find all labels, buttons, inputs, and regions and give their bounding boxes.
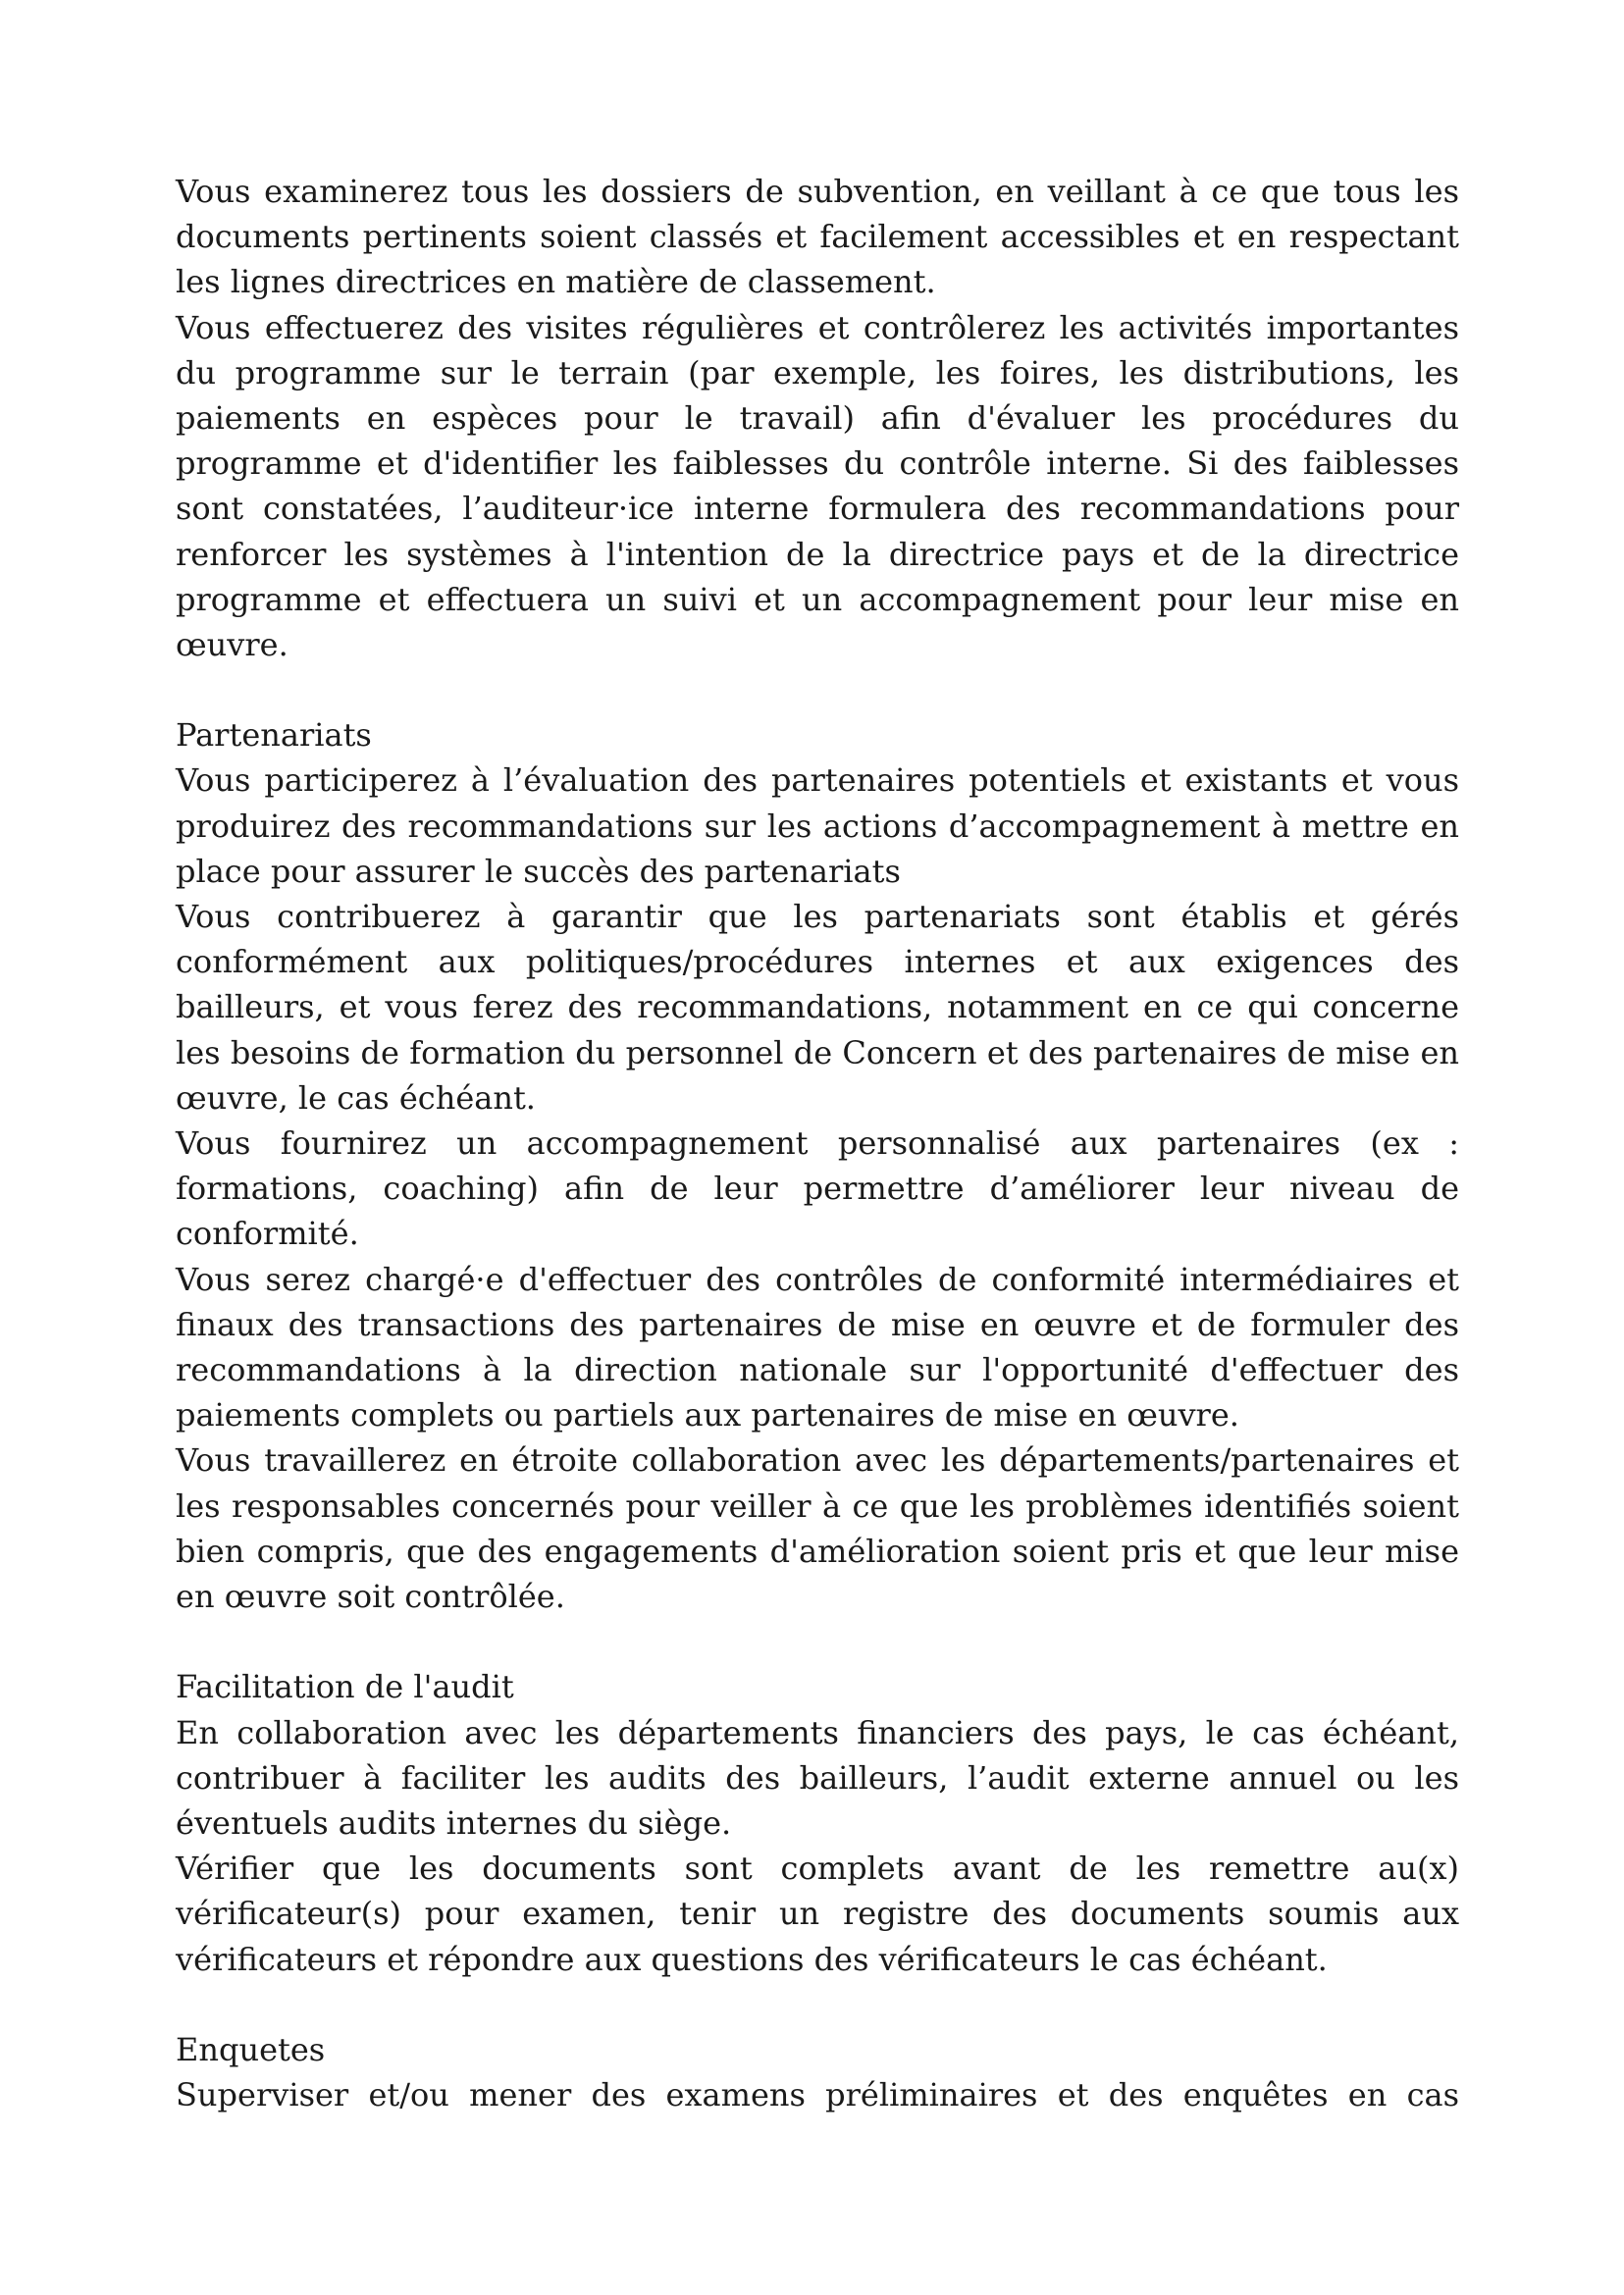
partenariats-paragraph-2: Vous contribuerez à garantir que les partenariats sont établis et gérés conformément aux politiques/procédures internes et aux exigences des bailleurs, et vous ferez des recommandations, notamment en ce qui concerne les besoins de formation du personnel de Concern et des partenaires de mise en œuvre, le cas échéant.: [176, 898, 1459, 1117]
section-heading-partenariats: Partenariats: [176, 716, 372, 755]
section-heading-enquetes: Enquetes: [176, 2030, 326, 2068]
section-spacer: [176, 667, 1459, 712]
section-spacer: [176, 1619, 1459, 1664]
audit-paragraph-2: Vérifier que les documents sont complets avant de les remettre au(x) vérificateur(s) pour examen, tenir un registre des documents soumis aux vérificateurs et répondre aux questions des vérificateurs le cas échéant.: [176, 1850, 1459, 1978]
intro-paragraph-1: Vous examinerez tous les dossiers de subvention, en veillant à ce que tous les documents pertinents soient classés et facilement accessibles et en respectant les lignes directrices en matière de classement.: [176, 173, 1459, 301]
section-heading-audit: Facilitation de l'audit: [176, 1668, 514, 1706]
partenariats-paragraph-1: Vous participerez à l’évaluation des partenaires potentiels et existants et vous produirez des recommandations sur les actions d’accompagnement à mettre en place pour assurer le succès des partenariats: [176, 761, 1459, 890]
partenariats-paragraph-5: Vous travaillerez en étroite collaboration avec les départements/partenaires et les responsables concernés pour veiller à ce que les problèmes identifiés soient bien compris, que des engagements d'amélioration soient pris et que leur mise en œuvre soit contrôlée.: [176, 1441, 1459, 1616]
enquetes-paragraph-1: Superviser et/ou mener des examens préliminaires et des enquêtes en cas: [176, 2075, 1459, 2113]
section-spacer: [176, 1982, 1459, 2027]
audit-paragraph-1: En collaboration avec les départements financiers des pays, le cas échéant, contribuer à faciliter les audits des bailleurs, l’audit externe annuel ou les éventuels audits internes du siège.: [176, 1713, 1459, 1842]
intro-paragraph-2: Vous effectuerez des visites régulières et contrôlerez les activités importantes du programme sur le terrain (par exemple, les foires, les distributions, les paiements en espèces pour le travail) afin d'évaluer les procédures du programme et d'identifier les faiblesses du contrôle interne. Si des faiblesses sont constatées, l’auditeur·ice interne formulera des recommandations pour renforcer les systèmes à l'intention de la directrice pays et de la directrice programme et effectuera un suivi et un accompagnement pour leur mise en œuvre.: [176, 308, 1459, 664]
partenariats-paragraph-3: Vous fournirez un accompagnement personnalisé aux partenaires (ex : formations, coaching) afin de leur permettre d’améliorer leur niveau de conformité.: [176, 1124, 1459, 1253]
partenariats-paragraph-4: Vous serez chargé·e d'effectuer des contrôles de conformité intermédiaires et finaux des transactions des partenaires de mise en œuvre et de formuler des recommandations à la direction nationale sur l'opportunité d'effectuer des paiements complets ou partiels aux partenaires de mise en œuvre.: [176, 1260, 1459, 1434]
